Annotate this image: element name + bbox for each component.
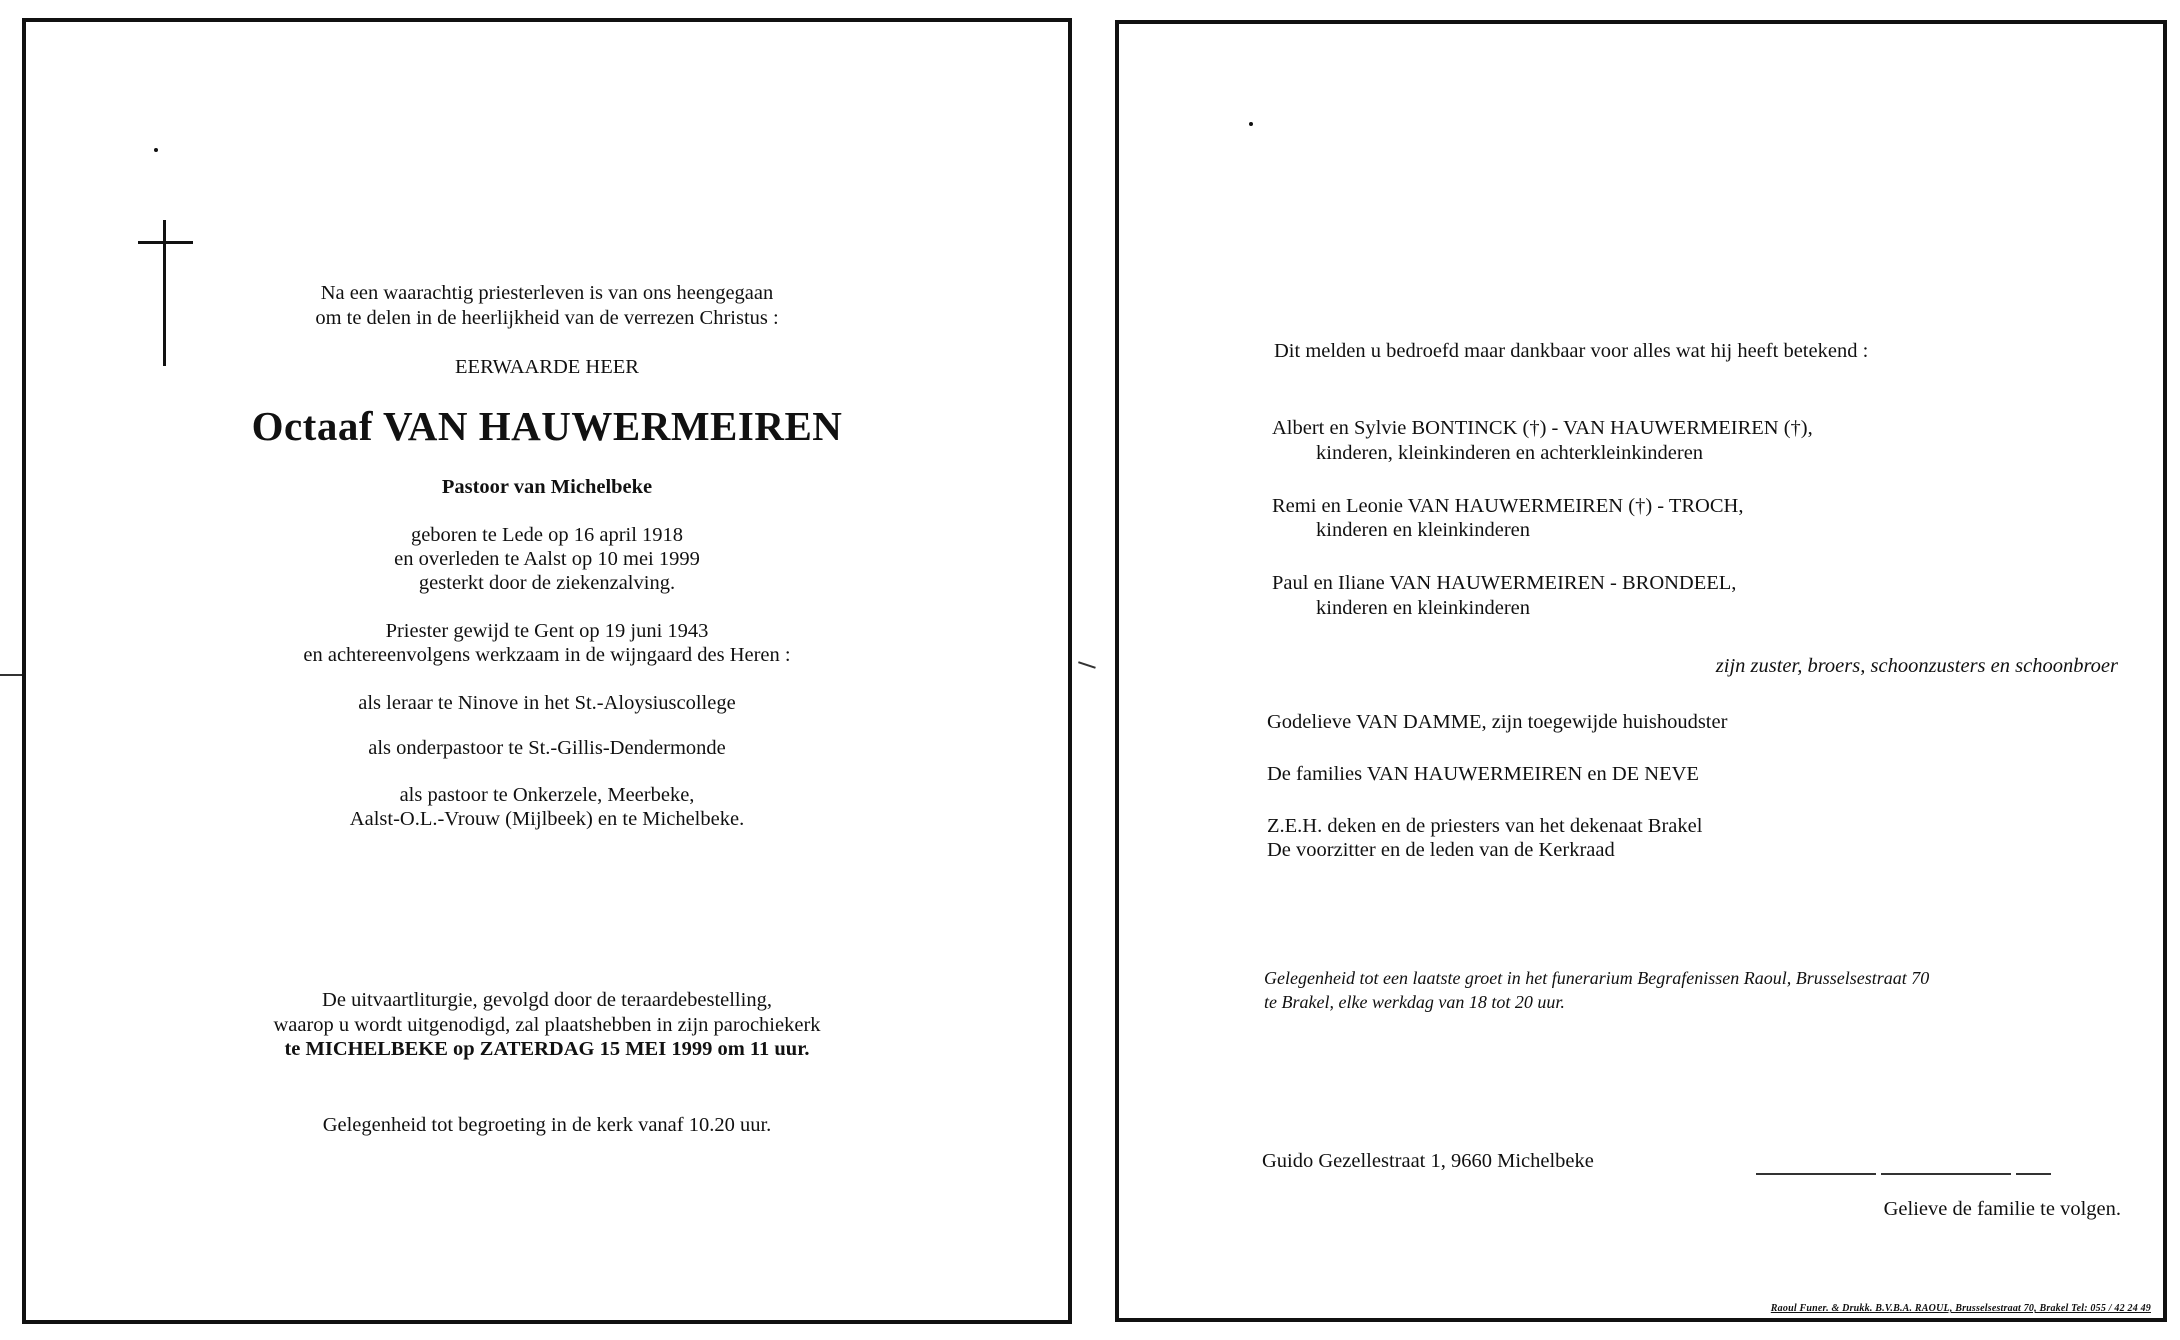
housekeeper-line: Godelieve VAN DAMME, zijn toegewijde huishoudster bbox=[1267, 711, 1728, 733]
clergy-line: De voorzitter en de leden van de Kerkraad bbox=[1267, 839, 1615, 861]
deceased-name: Octaaf VAN HAUWERMEIREN bbox=[251, 403, 843, 449]
life-line: gesterkt door de ziekenzalving. bbox=[418, 572, 676, 594]
family-line: Remi en Leonie VAN HAUWERMEIREN (†) - TROCH, bbox=[1272, 495, 1744, 517]
families-general-line: De families VAN HAUWERMEIREN en DE NEVE bbox=[1267, 763, 1699, 785]
role-title: Pastoor van Michelbeke bbox=[441, 476, 653, 498]
left-card-panel bbox=[22, 18, 1072, 1324]
family-line: Albert en Sylvie BONTINCK (†) - VAN HAUWERMEIREN (†), bbox=[1272, 417, 1813, 439]
speck bbox=[154, 148, 158, 152]
career-line: als leraar te Ninove in het St.-Aloysiuscollege bbox=[358, 692, 736, 714]
career-line: als onderpastoor te St.-Gillis-Dendermonde bbox=[368, 737, 726, 759]
clergy-line: Z.E.H. deken en de priesters van het dekenaat Brakel bbox=[1267, 815, 1703, 837]
life-line: geboren te Lede op 16 april 1918 bbox=[410, 524, 684, 546]
funeral-line: De uitvaartliturgie, gevolgd door de teraardebestelling, bbox=[322, 989, 772, 1011]
family-line: Paul en Iliane VAN HAUWERMEIREN - BRONDEEL, bbox=[1272, 572, 1737, 594]
family-sub-line: kinderen, kleinkinderen en achterkleinkinderen bbox=[1316, 442, 1704, 464]
address-line: Guido Gezellestraat 1, 9660 Michelbeke bbox=[1262, 1150, 1594, 1172]
cut-mark bbox=[1881, 1173, 2011, 1175]
speck bbox=[1249, 122, 1253, 126]
honorific: EERWAARDE HEER bbox=[455, 356, 639, 378]
cut-mark bbox=[1756, 1173, 1876, 1175]
intro-line: Na een waarachtig priesterleven is van ons heengegaan bbox=[320, 282, 774, 304]
family-sub-line: kinderen en kleinkinderen bbox=[1316, 519, 1531, 541]
life-line: en overleden te Aalst op 10 mei 1999 bbox=[394, 548, 700, 570]
follow-line: Gelieve de familie te volgen. bbox=[1883, 1198, 2121, 1220]
printer-footer: Raoul Funer. & Drukk. B.V.B.A. RAOUL, Brusselsestraat 70, Brakel Tel: 055 / 42 24 49 bbox=[1770, 1303, 2151, 1314]
funeral-date-line: te MICHELBEKE op ZATERDAG 15 MEI 1999 om 11 uur. bbox=[284, 1038, 810, 1060]
cross-icon-bar bbox=[138, 241, 193, 244]
funeral-line: waarop u wordt uitgenodigd, zal plaatshebben in zijn parochiekerk bbox=[273, 1014, 821, 1036]
ordination-line: en achtereenvolgens werkzaam in de wijngaard des Heren : bbox=[303, 644, 791, 666]
ordination-line: Priester gewijd te Gent op 19 juni 1943 bbox=[385, 620, 709, 642]
siblings-note: zijn zuster, broers, schoonzusters en schoonbroer bbox=[1715, 655, 2118, 677]
announce-line: Dit melden u bedroefd maar dankbaar voor alles wat hij heeft betekend : bbox=[1274, 340, 1869, 362]
cut-mark bbox=[1078, 661, 1096, 668]
career-line: Aalst-O.L.-Vrouw (Mijlbeek) en te Michelbeke. bbox=[349, 808, 745, 830]
funerarium-line: Gelegenheid tot een laatste groet in het funerarium Begrafenissen Raoul, Brusselsestraat 70 bbox=[1264, 968, 1930, 988]
cut-mark bbox=[2016, 1173, 2051, 1175]
family-sub-line: kinderen en kleinkinderen bbox=[1316, 597, 1531, 619]
intro-line: om te delen in de heerlijkheid van de verrezen Christus : bbox=[315, 307, 779, 329]
funerarium-line: te Brakel, elke werkdag van 18 tot 20 uur. bbox=[1264, 992, 1565, 1012]
right-card-panel bbox=[1115, 20, 2167, 1322]
visitation-line: Gelegenheid tot begroeting in de kerk vanaf 10.20 uur. bbox=[322, 1114, 772, 1136]
career-line: als pastoor te Onkerzele, Meerbeke, bbox=[399, 784, 695, 806]
